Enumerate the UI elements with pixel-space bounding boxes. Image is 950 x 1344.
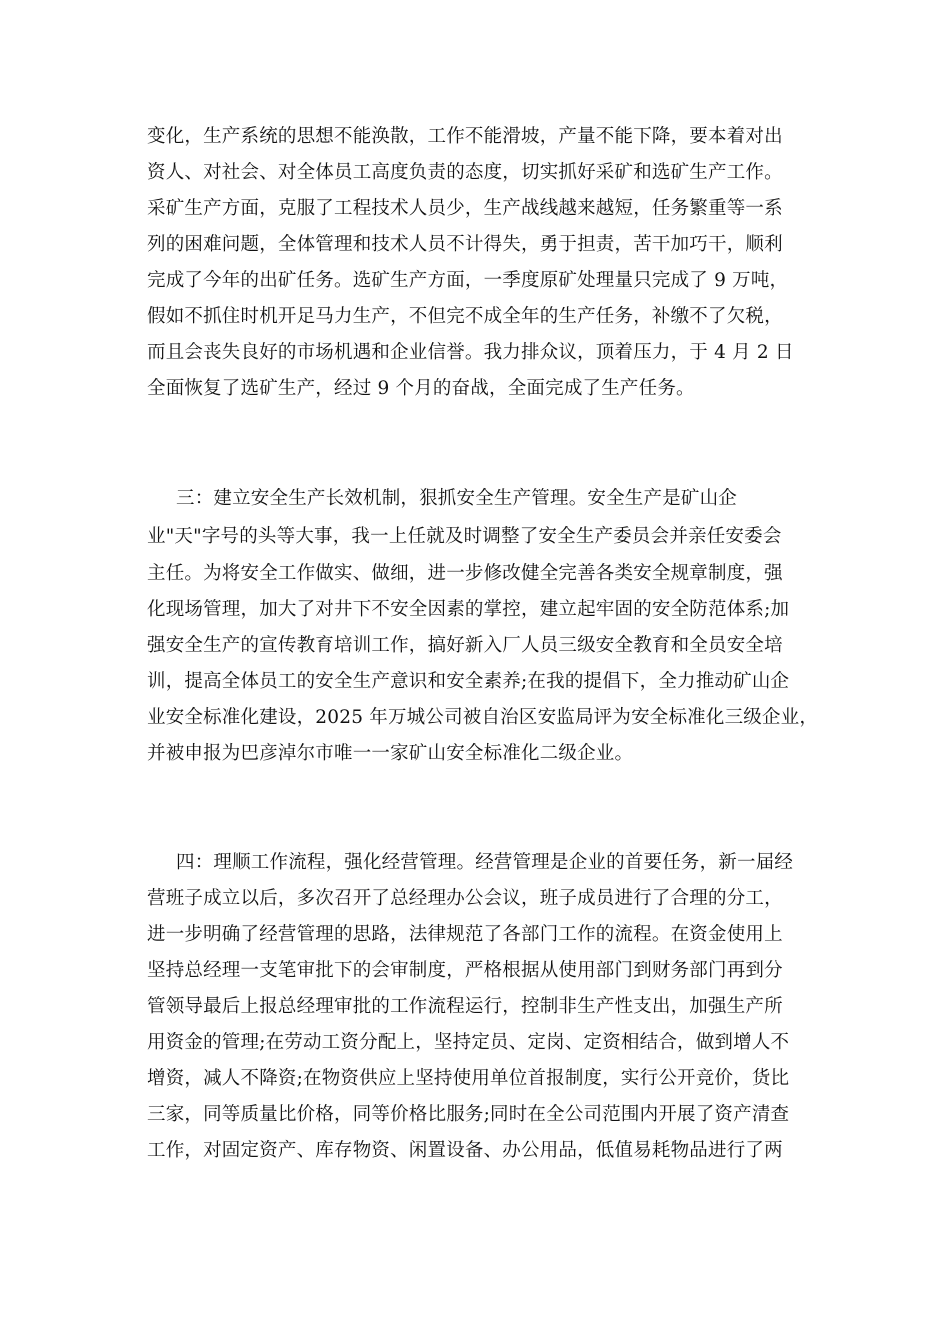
text-line: 增资，减人不降资;在物资供应上坚持使用单位首报制度，实行公开竞价，货比 — [147, 1068, 790, 1089]
text-line: 业安全标准化建设，2025 年万城公司被自治区安监局评为安全标准化三级企业， — [147, 707, 819, 728]
text-line: 三家，同等质量比价格，同等价格比服务;同时在全公司范围内开展了资产清查 — [147, 1104, 790, 1125]
text-line: 资人、对社会、对全体员工高度负责的态度，切实抓好采矿和选矿生产工作。 — [147, 162, 783, 183]
text-line: 并被申报为巴彦淖尔市唯一一家矿山安全标准化二级企业。 — [147, 743, 634, 764]
text-line: 三：建立安全生产长效机制，狠抓安全生产管理。安全生产是矿山企 — [176, 488, 738, 509]
text-line: 坚持总经理一支笔审批下的会审制度，严格根据从使用部门到财务部门再到分 — [147, 960, 783, 981]
text-line: 管领导最后上报总经理审批的工作流程运行，控制非生产性支出，加强生产所 — [147, 996, 783, 1017]
text-line: 进一步明确了经营管理的思路，法律规范了各部门工作的流程。在资金使用上 — [147, 924, 783, 945]
text-line: 完成了今年的出矿任务。选矿生产方面，一季度原矿处理量只完成了 9 万吨， — [147, 270, 789, 291]
text-line: 四：理顺工作流程，强化经营管理。经营管理是企业的首要任务，新一届经 — [176, 852, 794, 873]
text-line: 主任。为将安全工作做实、做细，进一步修改健全完善各类安全规章制度，强 — [147, 563, 783, 584]
text-line: 全面恢复了选矿生产，经过 9 个月的奋战，全面完成了生产任务。 — [147, 378, 695, 399]
text-line: 列的困难问题，全体管理和技术人员不计得失，勇于担责，苦干加巧干，顺利 — [147, 234, 783, 255]
text-line: 化现场管理，加大了对井下不安全因素的掌控，建立起牢固的安全防范体系;加 — [147, 599, 790, 620]
text-line: 采矿生产方面，克服了工程技术人员少，生产战线越来越短，任务繁重等一系 — [147, 198, 783, 219]
text-line: 假如不抓住时机开足马力生产，不但完不成全年的生产任务，补缴不了欠税， — [147, 306, 783, 327]
text-line: 业"天"字号的头等大事，我一上任就及时调整了安全生产委员会并亲任安委会 — [147, 526, 782, 547]
text-line: 强安全生产的宣传教育培训工作，搞好新入厂人员三级安全教育和全员安全培 — [147, 635, 783, 656]
text-line: 用资金的管理;在劳动工资分配上，坚持定员、定岗、定资相结合，做到增人不 — [147, 1032, 790, 1053]
text-line: 营班子成立以后，多次召开了总经理办公会议，班子成员进行了合理的分工， — [147, 888, 783, 909]
text-line: 训，提高全体员工的安全生产意识和安全素养;在我的提倡下，全力推动矿山企 — [147, 671, 790, 692]
text-line: 工作，对固定资产、库存物资、闲置设备、办公用品，低值易耗物品进行了两 — [147, 1140, 783, 1161]
text-line: 变化，生产系统的思想不能涣散，工作不能滑坡，产量不能下降，要本着对出 — [147, 126, 783, 147]
text-line: 而且会丧失良好的市场机遇和企业信誉。我力排众议，顶着压力，于 4 月 2 日 — [147, 342, 794, 363]
